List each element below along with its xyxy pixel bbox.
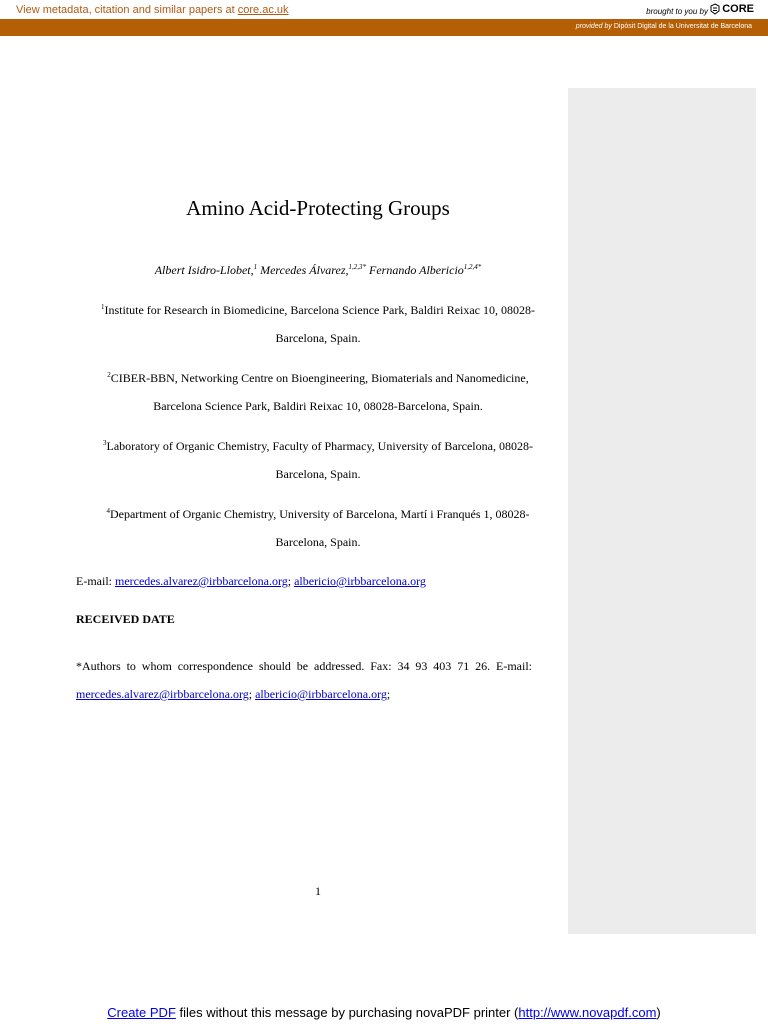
core-logo-icon (710, 3, 720, 15)
affiliation-line: Institute for Research in Biomedicine, Barcelona Science Park, Baldiri Reixac 10, 08028- (104, 303, 536, 317)
core-link[interactable]: core.ac.uk (237, 4, 289, 16)
core-provided-bar (0, 20, 768, 36)
affiliation-number: 2 (107, 371, 111, 379)
affiliation-line: Barcelona, Spain. (275, 331, 361, 345)
affiliation-number: 3 (103, 439, 107, 447)
contact-email: E-mail: mercedes.alvarez@irbbarcelona.org; albericio@irbbarcelona.org (76, 574, 426, 588)
novapdf-url-link[interactable]: http://www.novapdf.com (518, 1005, 657, 1020)
correspondence-email-albericio[interactable]: albericio@irbbarcelona.org (255, 687, 387, 701)
core-metadata-text (16, 4, 289, 16)
author-affiliation-sup: 1 (253, 263, 258, 271)
provided-by-source[interactable]: Dipòsit Digital de la Universitat de Barcelona (613, 23, 752, 30)
correspondence-line: *Authors to whom correspondence should be addressed. Fax: 34 93 403 71 26. E-mail: (76, 659, 532, 673)
author-list (0, 263, 636, 278)
novapdf-footer: Create PDF files without this message by purchasing novaPDF printer (http://www.novapdf.com) (107, 1005, 661, 1020)
create-pdf-link[interactable]: Create PDF (107, 1005, 176, 1020)
affiliation-number: 4 (106, 507, 110, 515)
affiliation-1 (76, 296, 560, 352)
email-link-albericio[interactable]: albericio@irbbarcelona.org (294, 574, 426, 588)
correspondence-note: *Authors to whom correspondence should be addressed. Fax: 34 93 403 71 26. E-mail: mercedes.alvarez@irbbarcelona.org; albericio@irbbarcelona.org; (76, 652, 532, 708)
footer-text: files without this message by purchasing novaPDF printer ( (175, 1005, 519, 1020)
affiliation-3 (76, 432, 560, 488)
paper-title: Amino Acid-Protecting Groups (186, 196, 450, 220)
core-logo[interactable] (710, 3, 754, 15)
core-metadata-prefix: View metadata, citation and similar papers at (16, 4, 238, 16)
affiliation-line: Laboratory of Organic Chemistry, Faculty of Pharmacy, University of Barcelona, 08028- (106, 439, 533, 453)
author-affiliation-sup: 1,2,4* (463, 263, 482, 271)
author-name: Mercedes Álvarez, (260, 263, 349, 277)
affiliation-line: CIBER-BBN, Networking Centre on Bioengineering, Biomaterials and Nanomedicine, (110, 371, 529, 385)
provided-by-text (576, 23, 752, 30)
author-name: Albert Isidro-Llobet, (154, 263, 254, 277)
provided-by-label: provided by (575, 23, 612, 30)
page-number: 1 (315, 884, 321, 898)
email-label: E-mail: (76, 574, 115, 588)
affiliation-number: 1 (100, 303, 105, 311)
correspondence-email-alvarez[interactable]: mercedes.alvarez@irbbarcelona.org (76, 687, 249, 701)
affiliation-4 (76, 500, 560, 556)
affiliation-2 (76, 364, 560, 420)
affiliation-line: Barcelona, Spain. (275, 467, 361, 481)
author-name: Fernando Albericio (369, 263, 464, 277)
affiliation-line: Barcelona Science Park, Baldiri Reixac 10, 08028-Barcelona, Spain. (153, 399, 483, 413)
received-date: RECEIVED DATE (76, 612, 175, 626)
affiliation-line: Barcelona, Spain. (275, 535, 361, 549)
author-affiliation-sup: 1,2,3* (348, 263, 367, 271)
affiliation-line: Department of Organic Chemistry, University of Barcelona, Martí i Franqués 1, 08028- (109, 507, 530, 521)
email-link-alvarez[interactable]: mercedes.alvarez@irbbarcelona.org (115, 574, 288, 588)
brought-to-you-text: brought to you by (646, 7, 708, 16)
core-banner (0, 0, 768, 20)
core-logo-text: CORE (722, 3, 754, 15)
